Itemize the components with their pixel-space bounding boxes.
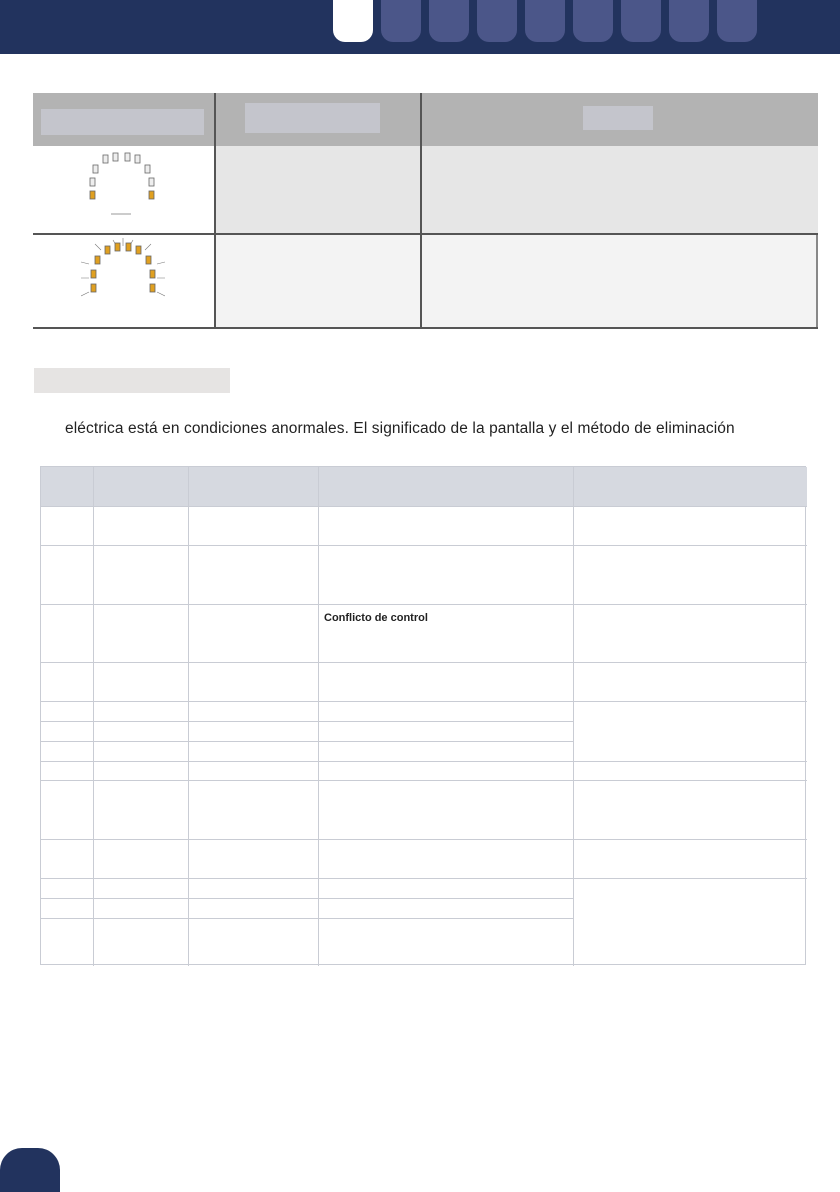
chapter-tab-8[interactable] xyxy=(669,0,709,42)
chapter-tabs xyxy=(333,0,757,42)
header-cell-3 xyxy=(583,106,653,130)
section-heading-bar xyxy=(34,368,230,393)
fault-code-table xyxy=(40,466,806,965)
header-cell-1 xyxy=(41,109,204,135)
chapter-tab-5[interactable] xyxy=(525,0,565,42)
chapter-tab-1[interactable] xyxy=(333,0,373,42)
chapter-tab-4[interactable] xyxy=(477,0,517,42)
chapter-tab-6[interactable] xyxy=(573,0,613,42)
fault-description: Conflicto de control xyxy=(324,612,428,624)
table-header xyxy=(41,467,807,506)
chapter-tab-2[interactable] xyxy=(381,0,421,42)
led-arc-partial-icon xyxy=(83,151,163,221)
chapter-tab-7[interactable] xyxy=(621,0,661,42)
chapter-tab-3[interactable] xyxy=(429,0,469,42)
led-arc-full-icon xyxy=(81,238,165,313)
page-number-tab xyxy=(0,1148,60,1192)
chapter-tab-9[interactable] xyxy=(717,0,757,42)
intro-paragraph: eléctrica está en condiciones anormales. El significado de la pantalla y el método de eliminación xyxy=(65,420,735,437)
header-cell-2 xyxy=(245,103,380,133)
display-state-table xyxy=(33,93,818,329)
